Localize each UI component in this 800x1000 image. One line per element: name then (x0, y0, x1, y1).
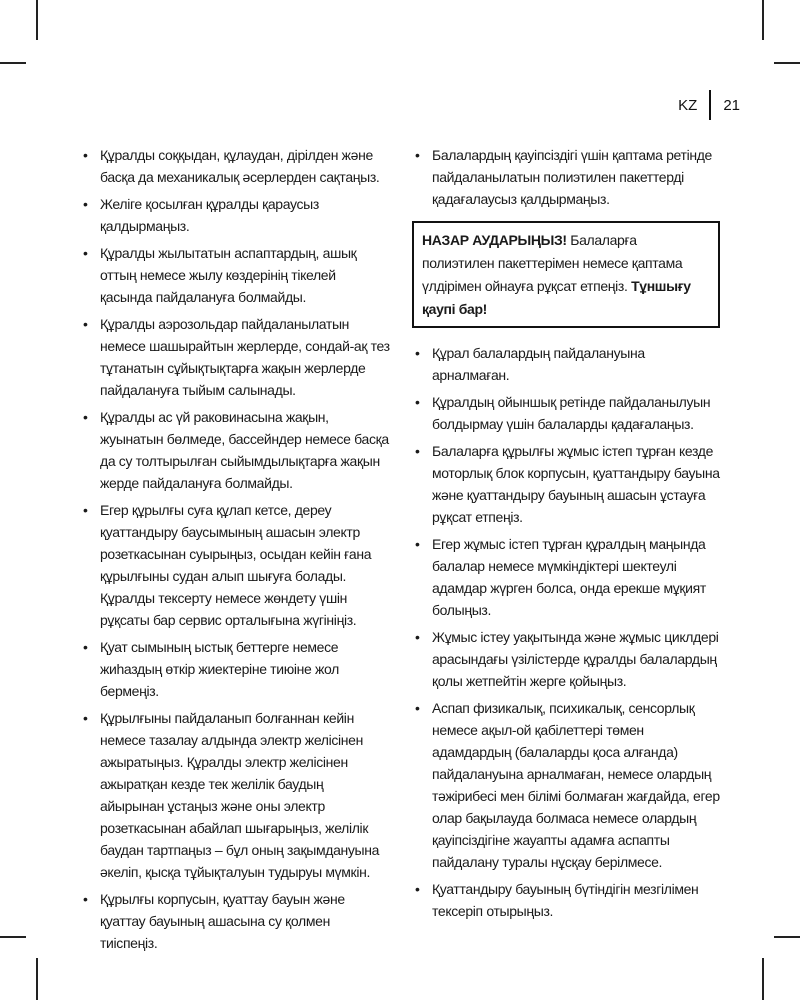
bullet-icon: • (415, 700, 420, 716)
warning-emphasis: Тұншығу қаупі бар! (422, 278, 691, 317)
bullet-icon: • (415, 394, 420, 410)
list-item-text: Балалардың қауіпсіздігі үшін қаптама ретінде пайдаланылатын полиэтилен пакеттерді қадағалаусыз қалдырмаңыз. (432, 147, 712, 207)
list-item (412, 533, 720, 621)
list-item-text: Қуаттандыру бауының бүтіндігін мезгілімен тексеріп отырыңыз. (432, 881, 699, 919)
list-item (80, 193, 390, 237)
right-top-bullet-list (412, 144, 720, 210)
list-item (80, 313, 390, 401)
list-item-text: Балаларға құрылғы жұмыс істеп тұрған кезде моторлық блок корпусын, қуаттандыру бауына және қуаттандыру бауының ашасын ұстауға рұқсат етпеңіз. (432, 443, 720, 525)
bullet-icon: • (83, 147, 88, 163)
bullet-icon: • (415, 443, 420, 459)
crop-mark-top-right-h (774, 62, 800, 64)
warning-box (412, 221, 720, 328)
crop-mark-top-right (762, 0, 764, 40)
left-column (80, 144, 390, 959)
list-item (80, 888, 390, 954)
list-item (412, 391, 720, 435)
bullet-icon: • (83, 710, 88, 726)
list-item (80, 406, 390, 494)
list-item (80, 144, 390, 188)
bullet-icon: • (83, 409, 88, 425)
list-item-text: Құралдың ойыншық ретінде пайдаланылуын болдырмау үшін балаларды қадағалаңыз. (432, 394, 711, 432)
bullet-icon: • (415, 345, 420, 361)
list-item-text: Құрылғы корпусын, қуаттау бауын және қуаттау бауының ашасына су қолмен тиіспеңіз. (100, 891, 345, 951)
bullet-icon: • (83, 316, 88, 332)
crop-mark-bottom-left (36, 958, 38, 1000)
list-item (80, 636, 390, 702)
list-item-text: Жұмыс істеу уақытында және жұмыс циклдері арасындағы үзілістерде құралды балалардың қолы жетпейтін жерге қойыңыз. (432, 629, 719, 689)
left-bullet-list (80, 144, 390, 954)
list-item (412, 626, 720, 692)
crop-mark-top-left (36, 0, 38, 40)
page-header (678, 90, 740, 120)
list-item-text: Құрылғыны пайдаланып болғаннан кейін немесе тазалау алдында электр желісінен ажыратыңыз. Құралды электр желісінен ажыратқан кезде тек желілік баудың айырынан ұстаңыз және оны электр розеткасынан абайлап шығарыңыз, желілік баудан тартпаңыз – бұл оның зақымдануына әкеліп, қысқа тұйықталуын тудыруы мүмкін. (100, 710, 380, 880)
crop-mark-bottom-right (762, 958, 764, 1000)
list-item-text: Аспап физикалық, психикалық, сенсорлық немесе ақыл-ой қабілеттері төмен адамдардың (балаларды қоса алғанда) пайдалануына арналмаған, немесе олардың тәжірибесі мен білімі болмаған жағдайда, егер олар бақылауда болмаса немесе олардың қауіпсіздігіне жауапты адамға аспапты пайдалану туралы нұсқау берілмесе. (432, 700, 720, 870)
crop-mark-bottom-left-h (0, 936, 26, 938)
list-item-text: Құралды ас үй раковинасына жақын, жуынатын бөлмеде, бассейндер немесе басқа да су толтырылған сыйымдылықтарға жақын жерде пайдалануға болмайды. (100, 409, 389, 491)
warning-label: НАЗАР АУДАРЫҢЫЗ! (422, 232, 567, 248)
bullet-icon: • (415, 881, 420, 897)
list-item-text: Қуат сымының ыстық беттерге немесе жиһаздың өткір жиектеріне тиюіне жол бермеңіз. (100, 639, 339, 699)
bullet-icon: • (83, 196, 88, 212)
list-item (80, 242, 390, 308)
bullet-icon: • (83, 245, 88, 261)
header-divider (709, 90, 711, 120)
page-number: 21 (723, 96, 740, 114)
right-bullet-list (412, 342, 720, 922)
bullet-icon: • (415, 147, 420, 163)
list-item-text: Құралды жылытатын аспаптардың, ашық оттың немесе жылу көздерінің тікелей қасында пайдалануға болмайды. (100, 245, 357, 305)
bullet-icon: • (83, 502, 88, 518)
warning-text: Балаларға полиэтилен пакеттерімен немесе қаптама үлдірімен ойнауға рұқсат етпеңіз. (422, 232, 683, 294)
list-item (412, 697, 720, 873)
list-item (412, 342, 720, 386)
list-item (80, 499, 390, 631)
list-item-text: Құралды соққыдан, құлаудан, дірілден және басқа да механикалық әсерлерден сақтаңыз. (100, 147, 380, 185)
list-item-text: Егер жұмыс істеп тұрған құралдың маңында балалар немесе мүмкіндіктері шектеулі адамдар жүрген болса, онда ерекше мұқият болыңыз. (432, 536, 706, 618)
crop-mark-bottom-right-h (774, 936, 800, 938)
list-item-text: Құралды аэрозольдар пайдаланылатын немесе шашырайтын жерлерде, сондай-ақ тез тұтанатын сұйықтықтарға жақын жерлерде пайдалануға тыйым салынады. (100, 316, 390, 398)
list-item-text: Құрал балалардың пайдалануына арналмаған. (432, 345, 645, 383)
right-column (412, 144, 720, 927)
list-item (412, 144, 720, 210)
list-item-text: Желіге қосылған құралды қараусыз қалдырмаңыз. (100, 196, 319, 234)
list-item-text: Егер құрылғы суға құлап кетсе, дереу қуаттандыру баусымының ашасын электр розеткасынан суырыңыз, осыдан кейін ғана құрылғыны судан алып шығуға болады. Құралды тексерту немесе жөндету үшін рұқсаты бар сервис орталығына жүгініңіз. (100, 502, 372, 628)
bullet-icon: • (415, 629, 420, 645)
list-item (80, 707, 390, 883)
language-code: KZ (678, 96, 698, 114)
bullet-icon: • (83, 891, 88, 907)
crop-mark-top-left-h (0, 62, 26, 64)
bullet-icon: • (415, 536, 420, 552)
list-item (412, 878, 720, 922)
bullet-icon: • (83, 639, 88, 655)
list-item (412, 440, 720, 528)
